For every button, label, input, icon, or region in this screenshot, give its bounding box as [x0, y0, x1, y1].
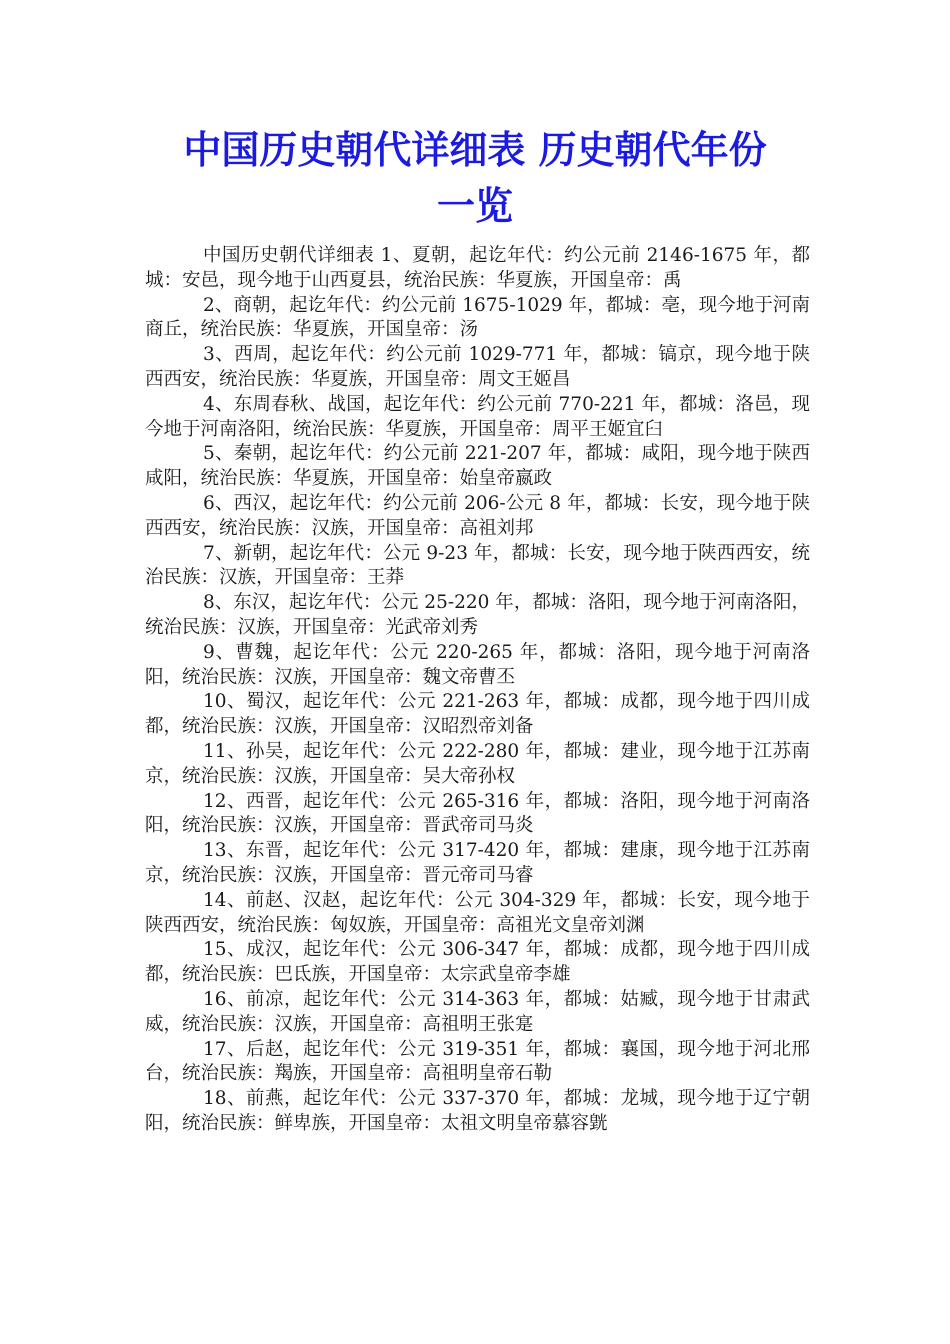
- dynasty-paragraph: 10、蜀汉，起讫年代：公元 221-263 年，都城：成都，现今地于四川成都，统治民族：汉族，开国皇帝：汉昭烈帝刘备: [145, 691, 810, 738]
- dynasty-paragraph: 14、前赵、汉赵，起讫年代：公元 304-329 年，都城：长安，现今地于陕西西安，统治民族：匈奴族，开国皇帝：高祖光文皇帝刘渊: [145, 889, 810, 936]
- dynasty-paragraph: 11、孙吴，起讫年代：公元 222-280 年，都城：建业，现今地于江苏南京，统治民族：汉族，开国皇帝：吴大帝孙权: [145, 740, 810, 787]
- dynasty-paragraph: 4、东周春秋、战国，起讫年代：约公元前 770-221 年，都城：洛邑，现今地于河南洛阳，统治民族：华夏族，开国皇帝：周平王姬宜臼: [145, 393, 810, 440]
- dynasty-paragraph: 7、新朝，起讫年代：公元 9-23 年，都城：长安，现今地于陕西西安，统治民族：汉族，开国皇帝：王莽: [145, 542, 810, 589]
- title-line-2: 一览: [436, 184, 513, 228]
- dynasty-paragraph: 16、前凉，起讫年代：公元 314-363 年，都城：姑臧，现今地于甘肃武威，统治民族：汉族，开国皇帝：高祖明王张寔: [145, 988, 810, 1035]
- dynasty-paragraph: 17、后赵，起讫年代：公元 319-351 年，都城：襄国，现今地于河北邢台，统治民族：羯族，开国皇帝：高祖明皇帝石勒: [145, 1038, 810, 1085]
- dynasty-paragraph: 6、西汉，起讫年代：约公元前 206-公元 8 年，都城：长安，现今地于陕西西安，统治民族：汉族，开国皇帝：高祖刘邦: [145, 492, 810, 539]
- page-title: [100, 122, 850, 234]
- dynasty-paragraph: 9、曹魏，起讫年代：公元 220-265 年，都城：洛阳，现今地于河南洛阳，统治民族：汉族，开国皇帝：魏文帝曹丕: [145, 641, 810, 688]
- title-line-1: 中国历史朝代详细表 历史朝代年份: [183, 128, 767, 172]
- document-body: [145, 244, 810, 1137]
- dynasty-paragraph: 13、东晋，起讫年代：公元 317-420 年，都城：建康，现今地于江苏南京，统治民族：汉族，开国皇帝：晋元帝司马睿: [145, 840, 810, 886]
- dynasty-paragraph: 12、西晋，起讫年代：公元 265-316 年，都城：洛阳，现今地于河南洛阳，统治民族：汉族，开国皇帝：晋武帝司马炎: [145, 790, 810, 837]
- dynasty-paragraph: 5、秦朝，起讫年代：约公元前 221-207 年，都城：咸阳，现今地于陕西咸阳，统治民族：华夏族，开国皇帝：始皇帝嬴政: [145, 443, 810, 490]
- dynasty-paragraph: 3、西周，起讫年代：约公元前 1029-771 年，都城：镐京，现今地于陕西西安，统治民族：华夏族，开国皇帝：周文王姬昌: [145, 344, 810, 390]
- dynasty-paragraph: 2、商朝，起讫年代：约公元前 1675-1029 年，都城：亳，现今地于河南商丘，统治民族：华夏族，开国皇帝：汤: [145, 294, 810, 341]
- dynasty-paragraph: 8、东汉，起讫年代：公元 25-220 年，都城：洛阳，现今地于河南洛阳，统治民族：汉族，开国皇帝：光武帝刘秀: [145, 592, 810, 638]
- dynasty-paragraph: 18、前燕，起讫年代：公元 337-370 年，都城：龙城，现今地于辽宁朝阳，统治民族：鲜卑族，开国皇帝：太祖文明皇帝慕容皝: [145, 1088, 810, 1134]
- dynasty-paragraph: 15、成汉，起讫年代：公元 306-347 年，都城：成都，现今地于四川成都，统治民族：巴氐族，开国皇帝：太宗武皇帝李雄: [145, 939, 810, 986]
- dynasty-paragraph: 中国历史朝代详细表 1、夏朝，起讫年代：约公元前 2146-1675 年，都城：安邑，现今地于山西夏县，统治民族：华夏族，开国皇帝：禹: [145, 245, 810, 291]
